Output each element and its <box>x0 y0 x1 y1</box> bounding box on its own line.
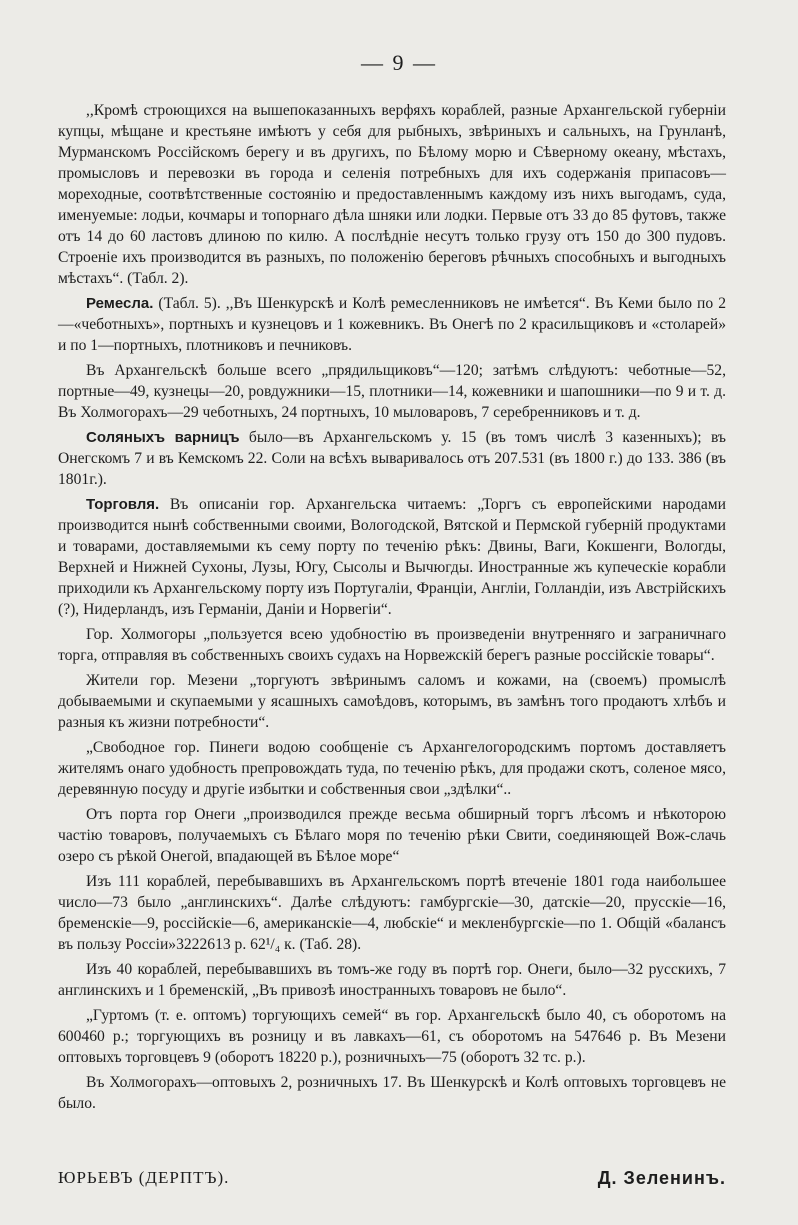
paragraph-kholmogory: Гор. Холмогоры „пользуется всею удобностію въ произведеніи внутренняго и заграничнаго торга, отправляя въ собственныхъ своихъ судахъ на Норвежскій берегъ разные россійскіе товары“. <box>58 626 726 664</box>
paragraph-ships-40: Изъ 40 кораблей, перебывавшихъ въ томъ-же году въ портѣ гор. Онеги, было—32 русскихъ, 7 англинскихъ и 1 бременскій, „Въ привозѣ иностранныхъ товаровъ не было“. <box>58 961 726 999</box>
footer-author: Д. Зеленинъ. <box>597 1168 726 1188</box>
paragraph-onega: Отъ порта гор Онеги „производился прежде весьма обширный торгъ лѣсомъ и нѣкоторою частію товаровъ, получаемыхъ съ Бѣлаго моря по теченію рѣки Свити, соединяющей Вож-слачь озеро съ рѣкой Онегой, впадающей въ Бѣлое море“ <box>58 806 726 865</box>
page-number: — 9 — <box>361 50 437 75</box>
paragraph-wholesale: „Гуртомъ (т. е. оптомъ) торгующихъ семей“ въ гор. Архангельскѣ было 40, съ оборотомъ на 600460 р.; торгующихъ въ розницу и въ лавкахъ—61, съ оборотомъ на 547646 р. Въ Мезени оптовыхъ торговцевъ 9 (оборотъ 18220 р.), розничныхъ—75 (оборотъ 32 тс. р.). <box>58 1007 726 1066</box>
paragraph-crafts: Ремесла. (Табл. 5). ,,Въ Шенкурскѣ и Колѣ ремесленниковъ не имѣется“. Въ Кеми было по 2—«чеботныхъ», портныхъ и кузнецовъ и 1 кожевникъ. Въ Онегѣ по 2 красильщиковъ и «столарей» и по 1—портныхъ, плотниковъ и печниковъ. <box>58 295 726 354</box>
section-heading-trade: Торговля. <box>86 496 160 513</box>
section-heading-salt: Соляныхъ варницъ <box>86 429 240 446</box>
paragraph-ships-111: Изъ 111 кораблей, перебывавшихъ въ Архангельскомъ портѣ втеченіе 1801 года наибольшее число—73 было „англинскихъ“. Далѣе слѣдуютъ: гамбургскіе—30, датскіе—20, прусскіе—16, бременскіе—9, россійскіе—6, американскіе—4, любскіе“ и мекленбургскіе—по 1. Общій «балансъ въ пользу Россіи»3222613 р. 62¹/₄ к. (Таб. 28). <box>58 873 726 953</box>
section-heading-crafts: Ремесла. <box>86 295 154 312</box>
paragraph-mezen: Жители гор. Мезени „торгуютъ звѣринымъ саломъ и кожами, на (своемъ) промыслѣ добываемыми и скупаемыми у ясашныхъ самоѣдовъ, которымъ, въ замѣнъ того продаютъ хлѣбъ и разныя къ жизни потребности“. <box>58 672 726 731</box>
paragraph-kholmogory-traders: Въ Холмогорахъ—оптовыхъ 2, розничныхъ 17. Въ Шенкурскѣ и Колѣ оптовыхъ торговцевъ не было. <box>58 1074 726 1112</box>
paragraph-ships: ,,Кромѣ строющихся на вышепоказанныхъ верфяхъ кораблей, разные Архангельской губерніи купцы, мѣщане и крестьяне имѣютъ у себя для рыбныхъ, звѣриныхъ и сальныхъ, на Грунланѣ, Мурманскомъ Россійскомъ берегу и въ другихъ, по Бѣлому морю и Сѣверному океану, мѣстахъ, промысловъ и перевозки въ города и селенія потребныхъ для ихъ содержанія припасовъ—мореходные, соотвѣтственные состоянію и предоставленнымъ каждому изъ нихъ выгодамъ, суда, именуемые: лодьи, кочмары и топорнаго дѣла шняки или лодки. Первые отъ 33 до 85 футовъ, также отъ 14 до 60 ластовъ длиною по килю. А послѣдніе несутъ только грузу отъ 150 до 300 пудовъ. Строеніе ихъ производится въ разныхъ, по положенію береговъ рѣчныхъ способныхъ и выгодныхъ мѣстахъ“. (Табл. 2). <box>58 102 726 287</box>
paragraph-trade: Торговля. Въ описаніи гор. Архангельска читаемъ: „Торгъ съ европейскими народами производится нынѣ собственными своими, Вологодской, Вятской и Пермской губерній продуктами и товарами, доставляемыми къ сему порту по теченію рѣкъ: Двины, Ваги, Кокшенги, Вологды, Верхней и Нижней Сухоны, Лузы, Югу, Сысолы и Вычюгды. Иностранные жъ купеческіе корабли приходили къ Архангельскому порту изъ Португаліи, Франціи, Англіи, Голландіи, изъ Австрійскихъ (?), Нидерландъ, изъ Германіи, Даніи и Норвегіи“. <box>58 496 726 618</box>
paragraph-pinega: „Свободное гор. Пинеги водою сообщеніе съ Архангелогородскимъ портомъ доставляетъ жителямъ онаго удобность препровождать туда, по теченію рѣкъ, для продажи скотъ, соленое мясо, деревянную посуду и другіе избытки и собственныя свои „здѣлки“.. <box>58 739 726 798</box>
paragraph-arkhangelsk-crafts: Въ Архангельскѣ больше всего „прядильщиковъ“—120; затѣмъ слѣдуютъ: чеботные—52, портные—49, кузнецы—20, ровдужники—15, плотники—14, кожевники и шапошники—по 9 и т. д. Въ Холмогорахъ—29 чеботныхъ, 24 портныхъ, 10 мыловаровъ, 7 серебренниковъ и т. д. <box>58 362 726 421</box>
text-body <box>58 100 726 1118</box>
footer-place: ЮРЬЕВЪ (ДЕРПТЪ). <box>58 1168 230 1187</box>
paragraph-salt: Соляныхъ варницъ было—въ Архангельскомъ у. 15 (въ томъ числѣ 3 казенныхъ); въ Онегскомъ 7 и въ Кемскомъ 22. Соли на всѣхъ вываривалось отъ 207.531 (въ 1800 г.) до 133. 386 (въ 1801г.). <box>58 429 726 488</box>
